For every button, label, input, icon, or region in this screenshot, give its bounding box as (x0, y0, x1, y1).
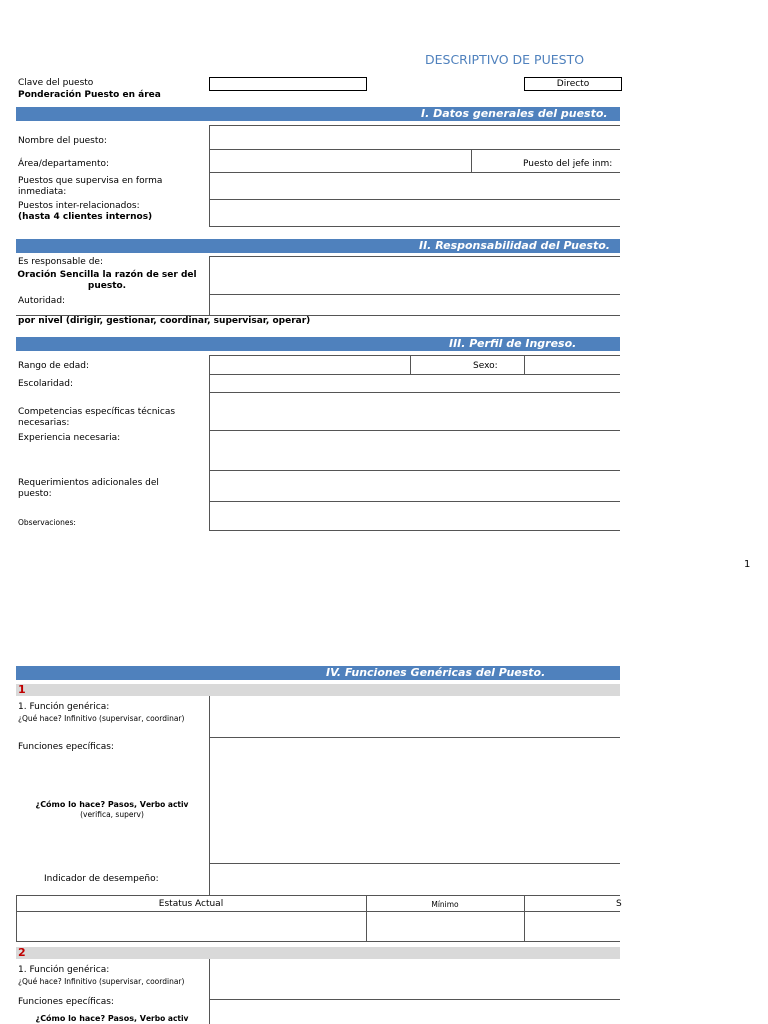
divider (410, 355, 411, 374)
directo-cell: Directo (524, 77, 622, 91)
block1-como-hace (16, 800, 208, 819)
sexo-label: Sexo: (473, 361, 498, 371)
block2-number: 2 (18, 946, 26, 959)
area-label: Área/departamento: (18, 159, 110, 169)
block1-indicador-label: Indicador de desempeño: (44, 874, 159, 884)
nombre-label: Nombre del puesto: (18, 136, 107, 146)
divider (209, 501, 620, 502)
divider (209, 355, 620, 356)
block1-number-bar (16, 684, 620, 696)
divider (209, 470, 620, 471)
autoridad-label: Autoridad: (18, 296, 66, 306)
block1-como-bold: ¿Cómo lo hace? Pasos, V (35, 800, 146, 809)
page-number: 1 (744, 559, 751, 570)
divider (209, 530, 620, 531)
divider (209, 999, 620, 1000)
inter-note: (hasta 4 clientes internos) (18, 212, 153, 222)
divider (524, 355, 525, 374)
block2-como-rest: erbo activ (145, 1014, 189, 1023)
observaciones-label: Observaciones: (18, 518, 76, 527)
divider (209, 256, 620, 257)
section1-header (16, 107, 620, 121)
divider (209, 172, 620, 173)
experiencia-label: Experiencia necesaria: (18, 433, 121, 443)
divider (209, 149, 620, 150)
divider (209, 374, 620, 375)
jefe-label: Puesto del jefe inm: (523, 159, 613, 169)
block2-que-hace: ¿Qué hace? Infinitivo (supervisar, coordinar) (18, 977, 185, 986)
requerimientos-label: Requerimientos adicionales del puesto: (18, 478, 159, 499)
divider (209, 863, 620, 864)
section3-header-text: III. Perfil de Ingreso. (449, 337, 577, 350)
divider (209, 125, 210, 226)
nivel-note: por nivel (dirigir, gestionar, coordinar, supervisar, operar) (18, 316, 311, 326)
clave-label: Clave del puesto (18, 78, 94, 88)
divider (209, 294, 620, 295)
escolaridad-label: Escolaridad: (18, 379, 74, 389)
divider (16, 895, 620, 896)
block2-number-bar (16, 947, 620, 959)
divider (209, 959, 210, 1024)
clave-field (209, 77, 367, 91)
divider (209, 355, 210, 531)
block2-funcion-label: 1. Función genérica: (18, 965, 110, 975)
divider (209, 256, 210, 315)
table-header-s: S (616, 899, 622, 909)
divider (209, 226, 620, 227)
block1-especificas-label: Funciones epecíficas: (18, 742, 114, 752)
inter-label: Puestos inter-relacionados: (18, 201, 140, 211)
block2-como-hace (16, 1014, 208, 1024)
ponderacion-label: Ponderación Puesto en área (18, 90, 161, 100)
document-title: DESCRIPTIVO DE PUESTO (425, 52, 585, 67)
supervisa-label: Puestos que supervisa en forma inmediata: (18, 176, 163, 197)
table-header-minimo: Mínimo (431, 900, 459, 909)
block1-como-rest: erbo activ (145, 800, 189, 809)
block1-funcion-label: 1. Función genérica: (18, 702, 110, 712)
section4-header (16, 666, 620, 680)
divider (16, 941, 620, 942)
competencias-label: Competencias específicas técnicas necesarias: (18, 407, 176, 428)
oracion-note: Oración Sencilla la razón de ser del puesto. (17, 270, 197, 291)
divider (16, 911, 620, 912)
section3-header (16, 337, 620, 351)
divider (471, 149, 472, 172)
divider (209, 392, 620, 393)
section2-header-text: II. Responsabilidad del Puesto. (419, 239, 610, 252)
block1-number: 1 (18, 683, 26, 696)
divider (209, 737, 620, 738)
divider (209, 199, 620, 200)
divider (524, 895, 525, 942)
edad-label: Rango de edad: (18, 361, 89, 371)
divider (209, 696, 210, 895)
divider (209, 430, 620, 431)
section4-header-text: IV. Funciones Genéricas del Puesto. (326, 666, 546, 679)
block1-como-sub: (verifica, superv) (80, 810, 144, 819)
block2-como-bold: ¿Cómo lo hace? Pasos, V (35, 1014, 146, 1023)
block1-que-hace: ¿Qué hace? Infinitivo (supervisar, coordinar) (18, 714, 185, 723)
block2-especificas-label: Funciones epecíficas: (18, 997, 114, 1007)
section2-header (16, 239, 620, 253)
responsable-label: Es responsable de: (18, 257, 103, 267)
section1-header-text: I. Datos generales del puesto. (421, 107, 608, 120)
table-header-estatus: Estatus Actual (158, 899, 224, 909)
divider (209, 125, 620, 126)
